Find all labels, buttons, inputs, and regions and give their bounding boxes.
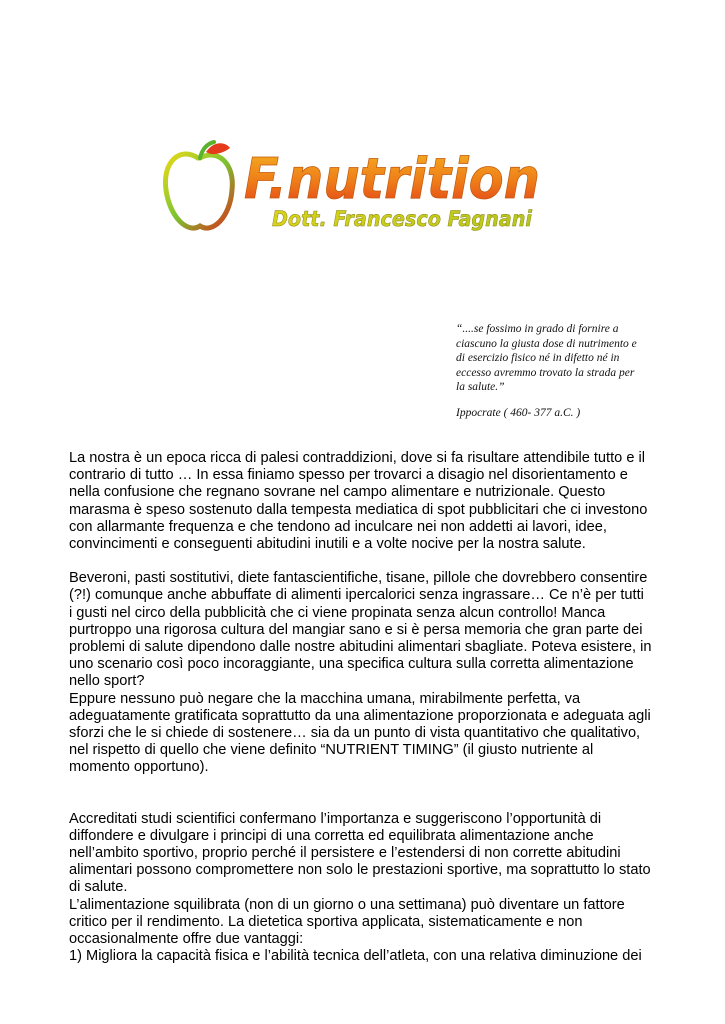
paragraph: Eppure nessuno può negare che la macchina umana, mirabilmente perfetta, va adeguatamente gratificata soprattutto da una alimentazione proporzionata e adeguata agli sforzi che le si chiede di sostenere… sia da un punto di vista quantitativo che qualitativo, nel rispetto di quello che viene definito “NUTRIENT TIMING” (il giusto nutriente al momento opportuno).: [69, 690, 651, 776]
hippocrates-quote: [456, 322, 646, 421]
paragraph: La nostra è un epoca ricca di palesi contraddizioni, dove si fa risultare attendibile tutto e il contrario di tutto … In essa finiamo spesso per trovarci a disagio nel disorientamento e nella confusione che regnano sovrane nel campo alimentare e nutrizionale. Questo marasma è speso sostenuto dalla tempesta mediatica di spot pubblicitari che ci investono con allarmante frequenza e che tendono ad inculcare nei non addetti ai lavori, idee, convincimenti e conseguenti abitudini inutili e a volte nocive per la nostra salute.: [69, 450, 648, 553]
logo-brand-text: F.nutrition: [244, 147, 540, 212]
paragraph: Accreditati studi scientifici confermano l’importanza e suggeriscono l’opportunità di diffondere e divulgare i principi di una corretta ed equilibrata alimentazione anche nell’ambito sportivo, proprio perché il persistere e l’estendersi di non corrette abitudini alimentari possono compromettere non solo le prestazioni sportive, ma soprattutto lo stato di salute.: [69, 810, 651, 896]
quote-author: Ippocrate ( 460- 377 a.C. ): [456, 406, 581, 419]
paragraph: 1) Migliora la capacità fisica e l’abilità tecnica dell’atleta, con una relativa diminuzione dei: [69, 948, 642, 965]
logo-graphic: [160, 138, 545, 238]
quote-text: “....se fossimo in grado di fornire a ciascuno la giusta dose di nutrimento e di esercizio fisico né in difetto né in eccesso avremmo trovato la strada per la salute.”: [456, 323, 637, 394]
apple-icon: [165, 142, 232, 228]
logo-doctor-name: Dott. Francesco Fagnani: [272, 207, 533, 231]
paragraph: L’alimentazione squilibrata (non di un giorno o una settimana) può diventare un fattore critico per il rendimento. La dietetica sportiva applicata, sistematicamente e non occasionalmente offre due vantaggi:: [69, 896, 625, 948]
paragraph: Beveroni, pasti sostitutivi, diete fantascientifiche, tisane, pillole che dovrebbero consentire (?!) comunque anche abbuffate di alimenti ipercalorici senza ingrassare… Ce n’è per tutti i gusti nel circo della pubblicità che ci viene propinata senza alcun controllo! Manca purtroppo una rigorosa cultura del mangiar sano e si è persa memoria che gran parte dei problemi di salute dipendono dalle nostre abitudini alimentari sbagliate. Poteva esistere, in uno scenario così poco incoraggiante, una specifica cultura sulla corretta alimentazione nello sport?: [69, 570, 652, 690]
logo: [160, 138, 545, 238]
article-body: [69, 450, 661, 965]
